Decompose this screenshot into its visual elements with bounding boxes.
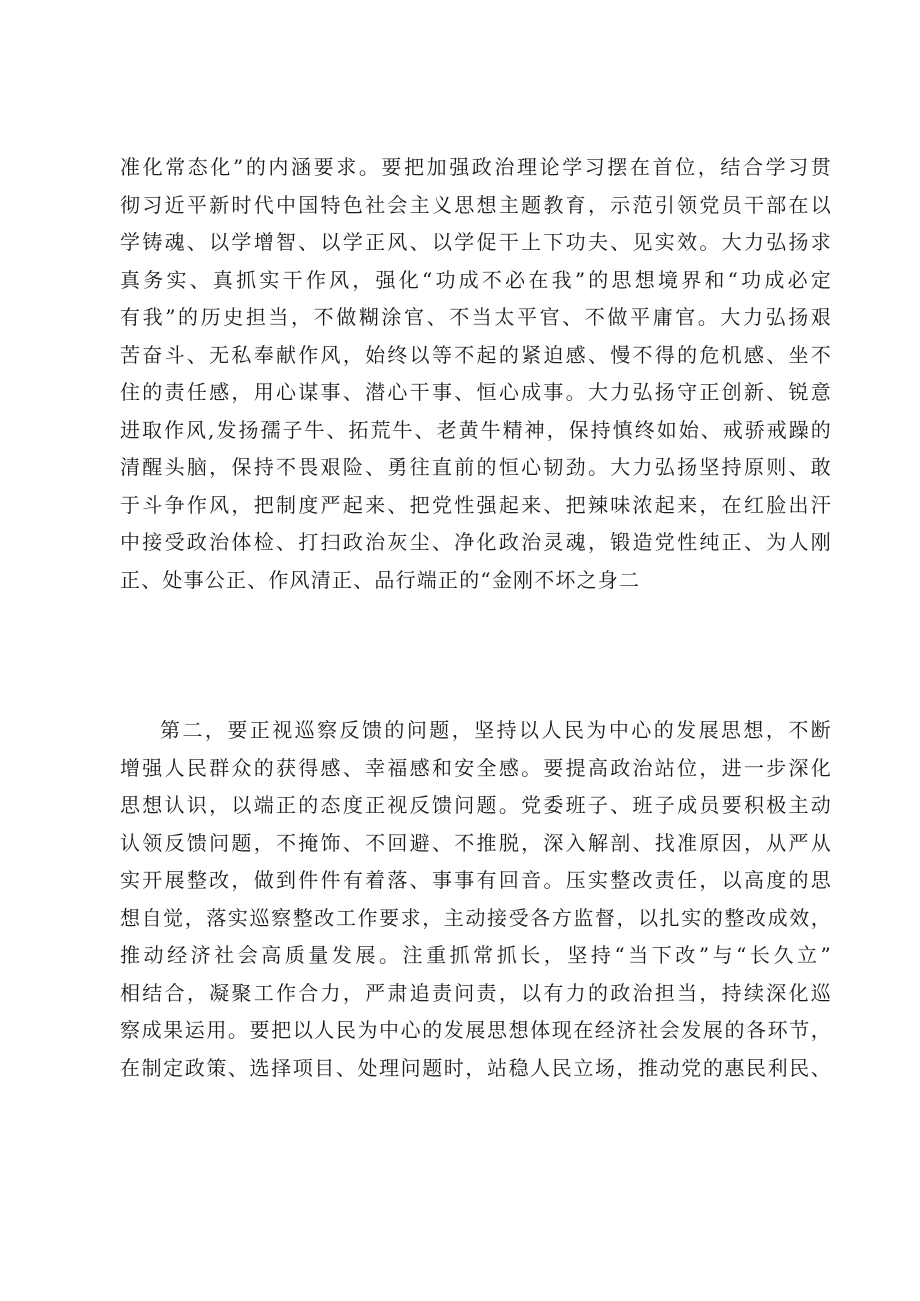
paragraph-line: 正、处事公正、作风清正、品行端正的“金刚不坏之身二	[120, 567, 641, 592]
paragraph-line: 相结合，凝聚工作合力，严肃追责问责，以有力的政治担当，持续深化巡	[120, 980, 832, 1005]
paragraph-line: 于斗争作风，把制度严起来、把党性强起来、把辣味浓起来，在红脸出汗	[120, 492, 832, 517]
paragraph-1	[120, 149, 832, 599]
paragraph-line: 推动经济社会高质量发展。注重抓常抓长，坚持“当下改”与“长久立”	[120, 943, 832, 967]
paragraph-line: 进取作风,发扬孺子牛、拓荒牛、老黄牛精神，保持慎终如始、戒骄戒躁的	[120, 417, 832, 442]
paragraph-line: 清醒头脑，保持不畏艰险、勇往直前的恒心韧劲。大力弘扬坚持原则、敢	[120, 455, 832, 479]
paragraph-line: 真务实、真抓实干作风，强化“功成不必在我”的思想境界和“功成必定	[120, 267, 832, 292]
paragraph-line: 苦奋斗、无私奉献作风，始终以等不起的紧迫感、慢不得的危机感、坐不	[120, 342, 832, 367]
paragraph-line: 学铸魂、以学增智、以学正风、以学促干上下功夫、见实效。大力弘扬求	[120, 230, 832, 254]
paragraph-line: 彻习近平新时代中国特色社会主义思想主题教育，示范引领党员干部在以	[120, 192, 832, 217]
paragraph-line: 认领反馈问题，不掩饰、不回避、不推脱，深入解剖、找准原因，从严从	[120, 830, 832, 855]
paragraph-line: 增强人民群众的获得感、幸福感和安全感。要提高政治站位，进一步深化	[120, 755, 832, 780]
paragraph-line: 中接受政治体检、打扫政治灰尘、净化政治灵魂，锻造党性纯正、为人刚	[120, 530, 832, 554]
paragraph-line: 想自觉，落实巡察整改工作要求，主动接受各方监督，以扎实的整改成效，	[120, 905, 832, 930]
paragraph-line: 住的责任感，用心谋事、潜心干事、恒心成事。大力弘扬守正创新、锐意	[120, 380, 832, 404]
paragraph-line: 察成果运用。要把以人民为中心的发展思想体现在经济社会发展的各环节，	[120, 1018, 832, 1042]
paragraph-line: 实开展整改，做到件件有着落、事事有回音。压实整改责任，以高度的思	[120, 868, 832, 892]
paragraph-line: 第二，要正视巡察反馈的问题，坚持以人民为中心的发展思想，不断	[160, 718, 832, 742]
paragraph-line: 有我”的历史担当，不做糊涂官、不当太平官、不做平庸官。大力弘扬艰	[120, 305, 832, 329]
paragraph-line: 准化常态化”的内涵要求。要把加强政治理论学习摆在首位，结合学习贯	[120, 155, 832, 179]
paragraph-line: 在制定政策、选择项目、处理问题时，站稳人民立场，推动党的惠民利民、	[120, 1055, 832, 1080]
paragraph-2	[120, 712, 832, 1087]
paragraph-line: 思想认识，以端正的态度正视反馈问题。党委班子、班子成员要积极主动	[120, 793, 832, 817]
